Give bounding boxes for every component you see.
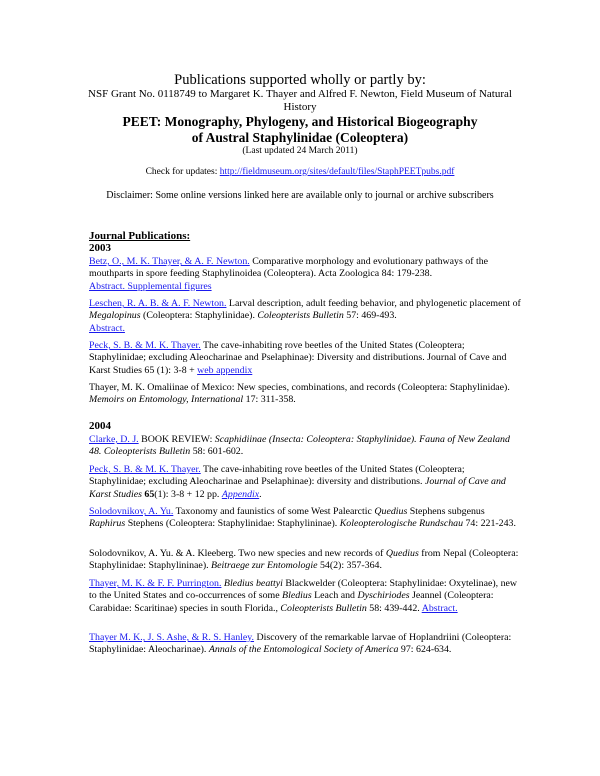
check-updates-line (0, 166, 600, 178)
author-link[interactable]: Peck, S. B. & M. K. Thayer. (89, 464, 201, 475)
appendix-link[interactable]: Appendix (221, 488, 260, 500)
disclaimer: Disclaimer: Some online versions linked here are available only to journal or archive subscribers (106, 190, 494, 201)
publication-entry: Peck, S. B. & M. K. Thayer. The cave-inhabiting rove beetles of the United States (Coleoptera; Staphylinidae; excluding Aleocharinae and Pselaphinae): Diversity and distributions. Journal of Cave and Karst Studies 65 (1): 3-8 + web appendix (89, 340, 507, 376)
abstract-link[interactable]: Abstract. Supplemental figures (89, 280, 212, 292)
author-link[interactable]: Clarke, D. J. (89, 434, 139, 445)
author-link[interactable]: Solodovnikov, A. Yu. (89, 506, 174, 517)
year-2004: 2004 (89, 420, 111, 432)
project-title (60, 114, 540, 146)
publication-entry: Solodovnikov, A. Yu. Taxonomy and faunistics of some West Palearctic Quedius Stephens subgenus Raphirus Stephens (Coleoptera: Staphylinidae: Staphylininae). Koleopterologische Rundschau 74: 221-243. (89, 506, 516, 530)
author-link[interactable]: Leschen, R. A. B. & A. F. Newton. (89, 298, 227, 309)
publication-entry: Thayer M. K., J. S. Ashe, & R. S. Hanley. Discovery of the remarkable larvae of Hoplandriini (Coleoptera: Staphylinidae: Aleocharinae). Annals of the Entomological Society of America 97: 624-634. (89, 632, 512, 656)
year-2003: 2003 (89, 242, 111, 254)
author-link[interactable]: Betz, O., M. K. Thayer, & A. F. Newton. (89, 256, 250, 267)
publication-entry: Thayer, M. K. Omaliinae of Mexico: New species, combinations, and records (Coleoptera: Staphylinidae). Memoirs on Entomology, International 17: 311-358. (89, 382, 510, 406)
abstract-link[interactable]: Abstract. (421, 602, 458, 614)
check-updates-label: Check for updates: (145, 167, 220, 177)
updates-link[interactable]: http://fieldmuseum.org/sites/default/files/StaphPEETpubs.pdf (219, 167, 455, 177)
abstract-link[interactable]: Abstract. (89, 322, 125, 334)
page-title: Publications supported wholly or partly by: (174, 72, 426, 88)
last-updated: (Last updated 24 March 2011) (242, 146, 358, 156)
author-link[interactable]: Peck, S. B. & M. K. Thayer. (89, 340, 201, 351)
publication-entry: Thayer, M. K. & F. F. Purrington. Bledius beattyi Blackwelder (Coleoptera: Staphylinidae: Oxytelinae), new to the United States and co-occurrences of some Bledius Leach and Dyschiriodes Jeannel (Coleoptera: Carabidae: Scaritinae) species in south Florida., Coleopterists Bulletin 58: 439-442. Abstract. (89, 578, 518, 614)
project-title-line1: PEET: Monography, Phylogeny, and Historical Biogeography (122, 114, 478, 129)
author-link[interactable]: Thayer, M. K. & F. F. Purrington. (89, 578, 222, 589)
publication-entry: Betz, O., M. K. Thayer, & A. F. Newton. Comparative morphology and evolutionary pathways of the mouthparts in spore feeding Staphylinoidea (Coleoptera). Acta Zoologica 84: 179-238. Abstract. Supplemental figures (89, 256, 489, 292)
grant-line: NSF Grant No. 0118749 to Margaret K. Thayer and Alfred F. Newton, Field Museum of Natural History (88, 88, 512, 113)
project-title-line2: of Austral Staphylinidae (Coleoptera) (191, 130, 409, 145)
section-journal-publications: Journal Publications: (89, 230, 191, 242)
publication-entry: Peck, S. B. & M. K. Thayer. The cave-inhabiting rove beetles of the United States (Coleoptera; Staphylinidae; excluding Aleocharinae and Pselaphinae): diversity and distributions. Journal of Cave and Karst Studies 65(1): 3-8 + 12 pp. Appendix. (89, 464, 506, 500)
publication-entry: Solodovnikov, A. Yu. & A. Kleeberg. Two new species and new records of Quedius from Nepal (Coleoptera: Staphylinidae: Staphylininae). Beitraege zur Entomologie 54(2): 357-364. (89, 548, 519, 572)
web-appendix-link[interactable]: web appendix (197, 364, 253, 376)
publication-entry: Leschen, R. A. B. & A. F. Newton. Larval description, adult feeding behavior, and phylogenetic placement of Megalopinus (Coleoptera: Staphylinidae). Coleopterists Bulletin 57: 469-493. Abstract. (89, 298, 521, 334)
author-link[interactable]: Thayer M. K., J. S. Ashe, & R. S. Hanley. (89, 632, 255, 643)
publication-entry: Clarke, D. J. BOOK REVIEW: Scaphidiinae (Insecta: Coleoptera: Staphylinidae). Fauna of New Zealand 48. Coleopterists Bulletin 58: 601-602. (89, 434, 510, 458)
